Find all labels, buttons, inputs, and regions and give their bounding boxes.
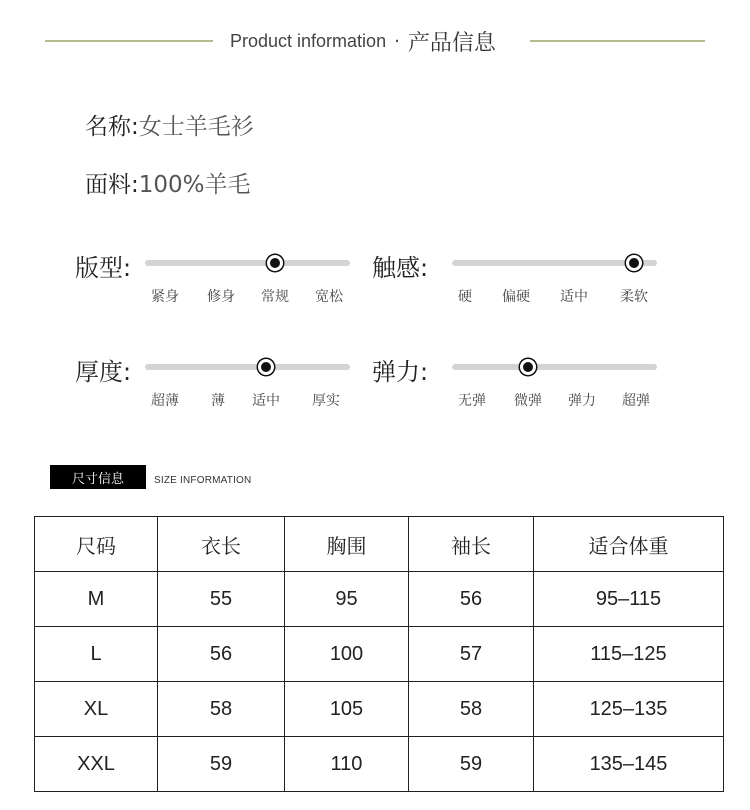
size-cell: L	[35, 627, 158, 682]
fabric-key: 面料	[85, 172, 131, 198]
fit-option-1: 紧身	[151, 289, 179, 305]
length-cell: 59	[158, 737, 285, 792]
size-cell: XL	[35, 682, 158, 737]
elasticity-option-4: 超弹	[622, 393, 650, 409]
fabric-separator: :	[131, 172, 139, 198]
elasticity-scale-options	[372, 390, 652, 410]
table-row	[35, 572, 724, 627]
fabric-row	[85, 166, 251, 199]
size-info-title-en: SIZE INFORMATION	[154, 474, 252, 486]
size-cell: M	[35, 572, 158, 627]
fit-option-4: 宽松	[315, 289, 343, 305]
weight-cell: 115–125	[534, 627, 724, 682]
chest-cell: 105	[285, 682, 409, 737]
fit-option-3: 常规	[261, 289, 289, 305]
elasticity-scale-label	[372, 352, 428, 387]
product-name-value: 女士羊毛衫	[138, 114, 254, 140]
weight-cell: 135–145	[534, 737, 724, 792]
page-title-dot: ·	[394, 30, 400, 52]
size-info-banner	[50, 465, 251, 489]
fit-scale-label	[75, 248, 131, 283]
thickness-scale-label-text: 厚度	[75, 358, 123, 386]
size-table-header: 适合体重	[534, 517, 724, 572]
chest-cell: 100	[285, 627, 409, 682]
touch-scale-label-separator: :	[420, 254, 429, 282]
fit-scale-marker	[267, 255, 283, 271]
thickness-scale-options	[75, 390, 355, 410]
thickness-scale-track	[145, 364, 350, 370]
size-table-header-row	[35, 517, 724, 572]
fit-option-2: 修身	[207, 289, 235, 305]
fit-scale	[75, 248, 355, 318]
fit-scale-label-separator: :	[123, 254, 132, 282]
thickness-option-1: 超薄	[151, 393, 179, 409]
touch-scale-label	[372, 248, 428, 283]
length-cell: 58	[158, 682, 285, 737]
product-name-key: 名称	[85, 114, 131, 140]
touch-option-4: 柔软	[620, 289, 648, 305]
size-cell: XXL	[35, 737, 158, 792]
table-row	[35, 682, 724, 737]
thickness-scale-marker	[258, 359, 274, 375]
page-title	[230, 27, 496, 55]
elasticity-option-2: 微弹	[514, 393, 542, 409]
header-right-rule	[530, 40, 705, 42]
elasticity-scale-label-separator: :	[420, 358, 429, 386]
elasticity-option-3: 弹力	[568, 393, 596, 409]
elasticity-scale-label-text: 弹力	[372, 358, 420, 386]
size-table-header: 尺码	[35, 517, 158, 572]
size-table-header: 衣长	[158, 517, 285, 572]
sleeve-cell: 58	[409, 682, 534, 737]
touch-scale-marker	[626, 255, 642, 271]
sleeve-cell: 56	[409, 572, 534, 627]
sleeve-cell: 59	[409, 737, 534, 792]
length-cell: 55	[158, 572, 285, 627]
page-title-cn: 产品信息	[407, 30, 496, 56]
touch-scale	[372, 248, 652, 318]
size-table-header: 袖长	[409, 517, 534, 572]
touch-option-3: 适中	[560, 289, 588, 305]
fit-scale-track	[145, 260, 350, 266]
length-cell: 56	[158, 627, 285, 682]
touch-option-2: 偏硬	[502, 289, 530, 305]
size-info-title-cn: 尺寸信息	[50, 465, 146, 489]
touch-scale-label-text: 触感	[372, 254, 420, 282]
sleeve-cell: 57	[409, 627, 534, 682]
touch-option-1: 硬	[458, 289, 472, 305]
table-row	[35, 737, 724, 792]
size-table	[34, 516, 724, 792]
header-left-rule	[45, 40, 213, 42]
elasticity-scale	[372, 352, 652, 422]
weight-cell: 95–115	[534, 572, 724, 627]
thickness-option-3: 适中	[252, 393, 280, 409]
size-table-header: 胸围	[285, 517, 409, 572]
fabric-value: 100%羊毛	[138, 172, 251, 198]
thickness-option-2: 薄	[211, 393, 225, 409]
chest-cell: 110	[285, 737, 409, 792]
elasticity-scale-marker	[520, 359, 536, 375]
thickness-scale-label-separator: :	[123, 358, 132, 386]
elasticity-scale-track	[452, 364, 657, 370]
touch-scale-options	[372, 286, 652, 306]
weight-cell: 125–135	[534, 682, 724, 737]
fit-scale-label-text: 版型	[75, 254, 123, 282]
product-name-separator: :	[131, 114, 139, 140]
fit-scale-options	[75, 286, 355, 306]
thickness-scale-label	[75, 352, 131, 387]
product-name-row	[85, 108, 254, 141]
thickness-scale	[75, 352, 355, 422]
page-title-en: Product information	[230, 30, 387, 51]
table-row	[35, 627, 724, 682]
elasticity-option-1: 无弹	[458, 393, 486, 409]
chest-cell: 95	[285, 572, 409, 627]
thickness-option-4: 厚实	[312, 393, 340, 409]
